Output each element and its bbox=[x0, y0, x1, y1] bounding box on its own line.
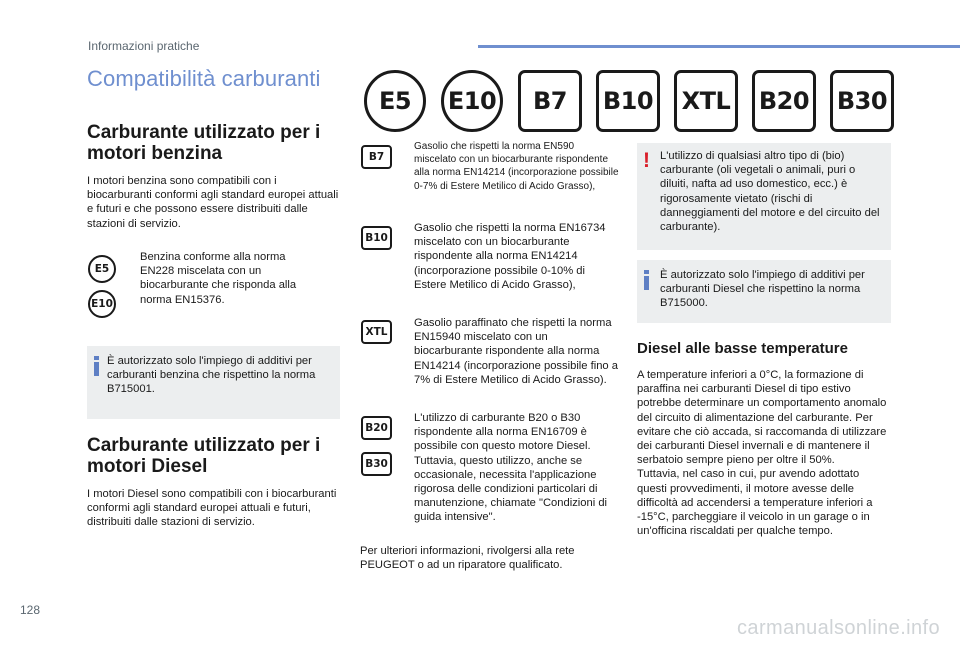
badge-b20-large: B20 bbox=[752, 70, 816, 132]
header-rule bbox=[478, 45, 960, 48]
petrol-info-box bbox=[87, 346, 340, 419]
badge-e5-large: E5 bbox=[364, 70, 426, 132]
diesel-info-box bbox=[637, 260, 891, 323]
section-label: Informazioni pratiche bbox=[88, 39, 200, 53]
warning-box bbox=[637, 143, 891, 250]
b20-b30-description: L'utilizzo di carburante B20 o B30 rispondente alla norma EN16709 è possibile con questo motore Diesel. Tuttavia, questo utilizzo, anche se occasionale, necessita l'applicazione rigorosa delle condizioni particolari di manutenzione, chiamate "Condizioni di guida intensive". bbox=[414, 412, 608, 524]
fuel-badge-row bbox=[364, 70, 894, 134]
b7-description: Gasolio che rispetti la norma EN590 miscelato con un biocarburante rispondente alla norma EN14214 (incorporazione possibile 0-7% di Estere Metilico di Acido Grasso), bbox=[414, 141, 619, 192]
petrol-info-text: È autorizzato solo l'impiego di additivi per carburanti benzina che rispettino la norma B715001. bbox=[107, 355, 316, 396]
petrol-section bbox=[87, 122, 342, 231]
watermark: carmanualsonline.info bbox=[737, 617, 940, 639]
xtl-description: Gasolio paraffinato che rispetti la norma EN15940 miscelato con un biocarburante rispondente alla norma EN14214 (incorporazione possibile fino a 7% di Estere Metilico di Acido Grasso). bbox=[414, 317, 618, 386]
badge-b30-small: B30 bbox=[361, 452, 392, 476]
badge-b10-small: B10 bbox=[361, 226, 392, 250]
badge-b10-large: B10 bbox=[596, 70, 660, 132]
diesel-heading: Carburante utilizzato per i motori Diesel bbox=[87, 435, 321, 477]
petrol-heading: Carburante utilizzato per i motori benzina bbox=[87, 122, 321, 164]
page-number: 128 bbox=[20, 603, 41, 617]
petrol-badge-description: Benzina conforme alla norma EN228 miscelata con un biocarburante che risponda alla norma EN15376. bbox=[140, 251, 297, 306]
badge-b7-small: B7 bbox=[361, 145, 392, 169]
info-icon bbox=[94, 356, 102, 376]
warning-icon: ! bbox=[643, 149, 650, 172]
badge-e5-small: E5 bbox=[88, 255, 116, 283]
more-info-text: Per ulteriori informazioni, rivolgersi alla rete PEUGEOT o ad un riparatore qualificato. bbox=[360, 545, 575, 572]
badge-e10-small: E10 bbox=[88, 290, 116, 318]
badge-xtl-large: XTL bbox=[674, 70, 738, 132]
badge-b20-small: B20 bbox=[361, 416, 392, 440]
low-temp-para1: A temperature inferiori a 0°C, la formazione di paraffina nei carburanti Diesel di tipo estivo potrebbe determinare un comportamento anomalo del circuito di alimentazione del carburante. Per evitare che ciò accada, si raccomanda di utilizzare dei carburanti Diesel invernali e di mantenere il serbatoio sempre pieno per oltre il 50%. bbox=[637, 369, 887, 467]
badge-b7-large: B7 bbox=[518, 70, 582, 132]
low-temp-heading: Diesel alle basse temperature bbox=[637, 340, 848, 357]
diesel-intro: I motori Diesel sono compatibili con i biocarburanti conformi agli standard europei attuali e futuri, distribuiti dalle stazioni di servizio. bbox=[87, 488, 337, 529]
badge-xtl-small: XTL bbox=[361, 320, 392, 344]
low-temp-section bbox=[637, 340, 891, 538]
warning-text: L'utilizzo di qualsiasi altro tipo di (bio) carburante (oli vegetali o animali, puri o diluiti, nafta ad uso domestico, ecc.) è rigorosamente vietato (rischi di danneggiamenti del motore e del circuito del carburante). bbox=[660, 150, 880, 234]
b10-description: Gasolio che rispetti la norma EN16734 miscelato con un biocarburante rispondente alla norma EN14214 (incorporazione possibile 0-10% di Estere Metilico di Acido Grasso), bbox=[414, 222, 606, 291]
petrol-intro: I motori benzina sono compatibili con i biocarburanti conformi agli standard europei attuali e futuri e che possono essere distribuiti dalle stazioni di servizio. bbox=[87, 175, 339, 230]
badge-b30-large: B30 bbox=[830, 70, 894, 132]
page-title: Compatibilità carburanti bbox=[87, 66, 321, 91]
diesel-info-text: È autorizzato solo l'impiego di additivi per carburanti Diesel che rispettino la norma B715000. bbox=[660, 269, 865, 310]
badge-e10-large: E10 bbox=[441, 70, 503, 132]
info-icon bbox=[644, 270, 652, 290]
low-temp-para2: Tuttavia, nel caso in cui, pur avendo adottato questi provvedimenti, il motore avesse delle difficoltà ad accendersi a temperature inferiori a -15°C, parcheggiare il veicolo in un garage o in un'officina riscaldati per qualche tempo. bbox=[637, 468, 873, 538]
diesel-section bbox=[87, 435, 342, 530]
